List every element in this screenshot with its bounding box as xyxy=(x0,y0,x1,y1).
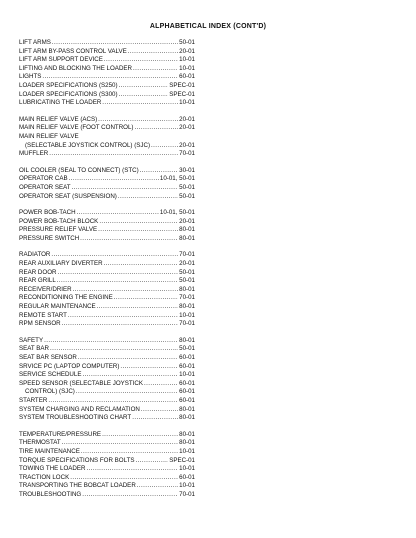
index-entry xyxy=(19,294,195,303)
index-entry-title: POWER BOB-TACH BLOCK xyxy=(19,217,99,225)
index-entry-title: OPERATOR SEAT xyxy=(19,183,71,191)
dot-leader xyxy=(81,448,178,457)
index-entry xyxy=(19,337,195,346)
index-entry-title: TIRE MAINTENANCE xyxy=(19,447,80,455)
index-entry-page: 10-01 xyxy=(179,311,195,319)
index-entry-title: CONTROL) (SJC) xyxy=(25,388,75,396)
dot-leader xyxy=(48,397,178,406)
index-entry-page: 70-01 xyxy=(179,150,195,158)
dot-leader xyxy=(140,167,179,176)
index-entry-title: RPM SENSOR xyxy=(19,320,61,328)
index-entry-title: REGULAR MAINTENANCE xyxy=(19,303,96,311)
index-entry-title: SPEED SENSOR (SELECTABLE JOYSTICK xyxy=(19,379,144,387)
dot-leader xyxy=(78,354,178,363)
index-entry xyxy=(19,218,195,227)
index-entry-title: OPERATOR SEAT (SUSPENSION) xyxy=(19,192,117,200)
dot-leader xyxy=(73,286,179,295)
dot-leader xyxy=(137,482,178,491)
index-entry-title: LOADER SPECIFICATIONS (S300) xyxy=(19,90,118,98)
index-entry xyxy=(19,167,195,176)
index-entry xyxy=(19,124,195,133)
index-entry xyxy=(19,184,195,193)
index-entry-title: POWER BOB-TACH xyxy=(19,209,76,217)
dot-leader xyxy=(114,294,178,303)
index-group xyxy=(19,337,195,423)
index-entry-title: LUBRICATING THE LOADER xyxy=(19,99,102,107)
dot-leader xyxy=(44,337,178,346)
index-entry-page: 80-01 xyxy=(179,336,195,344)
index-entry xyxy=(19,363,195,372)
index-entry-page: 80-01 xyxy=(179,303,195,311)
index-entry-title: SRVICE PC (LAPTOP COMPUTER) xyxy=(19,362,120,370)
index-entry-page: 50-01 xyxy=(179,39,195,46)
index-entry-page: 70-01 xyxy=(179,490,195,498)
index-entry xyxy=(19,371,195,380)
index-entry-title: OIL COOLER (SEAL TO CONNECT) (STC) xyxy=(19,166,139,174)
index-entry-page: 50-01 xyxy=(179,277,195,285)
index-entry-page: 80-01 xyxy=(179,439,195,447)
index-entry-page: 10-01 xyxy=(179,99,195,107)
index-entry-page: 10-01 xyxy=(179,371,195,379)
dot-leader xyxy=(102,431,178,440)
index-entry-title: TOWING THE LOADER xyxy=(19,465,86,473)
index-entry-title: SEAT BAR SENSOR xyxy=(19,354,77,361)
dot-leader xyxy=(128,48,178,57)
index-entry xyxy=(19,91,195,100)
dot-leader xyxy=(98,226,178,235)
dot-leader xyxy=(72,184,179,193)
index-entry-page: 20-01 xyxy=(179,217,195,225)
index-entry-title: PRESSURE RELIEF VALVE xyxy=(19,226,98,234)
index-entry-title: MAIN RELIEF VALVE xyxy=(19,132,79,140)
index-entry-page: 60-01 xyxy=(179,73,195,81)
index-entry-page: SPEC-01 xyxy=(169,81,195,89)
index-entry-page: 60-01 xyxy=(179,473,195,481)
dot-leader xyxy=(141,406,178,415)
index-entry-page: 20-01 xyxy=(179,260,195,268)
dot-leader xyxy=(86,465,178,474)
index-entry-page: SPEC-01 xyxy=(169,90,195,98)
dot-leader xyxy=(104,56,178,65)
index-entry-page: 10-01 xyxy=(179,447,195,455)
index-entry-title: LIFT ARMS xyxy=(19,39,51,46)
index-group xyxy=(19,209,195,243)
index-entry-page: 80-01 xyxy=(179,430,195,438)
dot-leader xyxy=(120,363,178,372)
index-entry-page: 10-01 xyxy=(179,56,195,64)
index-entry xyxy=(19,193,195,202)
index-entry-page: 70-01 xyxy=(179,294,195,302)
index-entry xyxy=(19,397,195,406)
dot-leader xyxy=(132,414,178,423)
index-entry xyxy=(19,303,195,312)
index-entry-title: PRESSURE SWITCH xyxy=(19,234,80,242)
index-entry xyxy=(19,286,195,295)
page-title: ALPHABETICAL INDEX (CONT'D) xyxy=(149,23,267,30)
dot-leader xyxy=(76,388,178,397)
index-entry-page: 60-01 xyxy=(179,362,195,370)
index-entry-page: 20-01 xyxy=(179,47,195,55)
dot-leader xyxy=(104,260,179,269)
dot-leader xyxy=(118,193,178,202)
index-entry xyxy=(19,150,195,159)
index-entry-title: LIFT ARM BY-PASS CONTROL VALVE xyxy=(19,47,127,55)
index-entry-title: SAFETY xyxy=(19,336,44,344)
index-group xyxy=(19,39,195,108)
index-entry-page: 10-01, 50-01 xyxy=(159,175,195,183)
dot-leader xyxy=(77,209,159,218)
index-entry-page: 80-01 xyxy=(179,234,195,242)
dot-leader xyxy=(62,439,178,448)
index-entry xyxy=(19,482,195,491)
index-entry xyxy=(19,235,195,244)
index-group xyxy=(19,251,195,328)
index-entry xyxy=(19,65,195,74)
index-entry-page: 20-01 xyxy=(179,115,195,123)
index-entry xyxy=(19,465,195,474)
index-entry-page: 80-01 xyxy=(179,226,195,234)
index-entry-page: 70-01 xyxy=(179,251,195,259)
index-entry xyxy=(19,56,195,65)
index-entry-page: 60-01 xyxy=(179,354,195,361)
index-entry-title: (SELECTABLE JOYSTICK CONTROL) (SJC) xyxy=(25,141,151,149)
index-entry-page: 80-01 xyxy=(179,405,195,413)
index-group xyxy=(19,431,195,500)
dot-leader xyxy=(68,312,178,321)
index-entry-title: MAIN RELIEF VALVE (FOOT CONTROL) xyxy=(19,124,134,132)
dot-leader xyxy=(99,218,178,227)
index-entry-page: 80-01 xyxy=(179,414,195,422)
index-entry xyxy=(19,388,195,397)
index-entry xyxy=(19,73,195,82)
index-entry-page: 50-01 xyxy=(179,345,195,353)
alphabetical-index xyxy=(19,39,195,508)
index-entry-title: REAR GRILL xyxy=(19,277,56,285)
dot-leader xyxy=(51,251,178,260)
index-entry-page: 60-01 xyxy=(179,388,195,396)
index-entry xyxy=(19,457,195,466)
dot-leader xyxy=(133,65,178,74)
index-entry-title: TROUBLESHOOTING xyxy=(19,490,82,498)
index-entry xyxy=(19,116,195,125)
index-entry xyxy=(19,82,195,91)
dot-leader xyxy=(119,91,169,100)
index-entry xyxy=(19,431,195,440)
index-entry-page: 10-01, 50-01 xyxy=(159,209,195,217)
index-entry xyxy=(19,133,195,142)
dot-leader xyxy=(69,175,159,184)
index-entry-title: THERMOSTAT xyxy=(19,439,61,447)
dot-leader xyxy=(97,303,179,312)
index-entry-page: 60-01 xyxy=(179,396,195,404)
index-entry xyxy=(19,269,195,278)
index-entry-page: 60-01 xyxy=(179,379,195,387)
index-entry-page: 30-01 xyxy=(179,166,195,174)
index-entry-title: TEMPERATURE/PRESSURE xyxy=(19,430,102,438)
index-entry-page: 10-01 xyxy=(179,64,195,72)
index-entry-page: 50-01 xyxy=(179,183,195,191)
index-entry-title: RECONDITIONING THE ENGINE xyxy=(19,294,113,302)
index-entry-title: LIGHTS xyxy=(19,73,42,81)
index-entry-title: SEAT BAR xyxy=(19,345,50,353)
index-entry-title: TORQUE SPECIFICATIONS FOR BOLTS xyxy=(19,456,135,464)
dot-leader xyxy=(98,116,178,125)
index-entry xyxy=(19,354,195,363)
dot-leader xyxy=(57,269,178,278)
dot-leader xyxy=(82,491,178,500)
index-entry-page: 20-01 xyxy=(179,141,195,149)
index-entry xyxy=(19,175,195,184)
index-entry-title: LIFT ARM SUPPORT DEVICE xyxy=(19,56,103,64)
index-entry-title: RADIATOR xyxy=(19,251,51,259)
dot-leader xyxy=(136,457,169,466)
dot-leader xyxy=(80,235,178,244)
index-entry-title: LOADER SPECIFICATIONS (S250) xyxy=(19,81,118,89)
index-entry xyxy=(19,142,195,151)
index-entry-title: SYSTEM TROUBLESHOOTING CHART xyxy=(19,414,132,422)
index-entry-title: MAIN RELIEF VALVE (ACS) xyxy=(19,115,98,123)
index-entry-title: MUFFLER xyxy=(19,150,49,158)
dot-leader xyxy=(134,124,178,133)
dot-leader xyxy=(62,320,179,329)
index-entry-title: SERVICE SCHEDULE xyxy=(19,371,82,379)
index-entry xyxy=(19,48,195,57)
dot-leader xyxy=(70,474,178,483)
dot-leader xyxy=(102,99,178,108)
dot-leader xyxy=(151,142,178,151)
index-entry-title: OPERATOR CAB xyxy=(19,175,68,183)
index-entry-page: 70-01 xyxy=(179,320,195,328)
index-group xyxy=(19,116,195,159)
dot-leader xyxy=(144,380,178,389)
index-entry xyxy=(19,439,195,448)
dot-leader xyxy=(50,345,178,354)
index-entry xyxy=(19,345,195,354)
index-entry xyxy=(19,491,195,500)
index-entry xyxy=(19,99,195,108)
index-entry-title: RECEIVER/DRIER xyxy=(19,285,72,293)
index-entry-page: 50-01 xyxy=(179,268,195,276)
index-entry xyxy=(19,226,195,235)
index-entry xyxy=(19,260,195,269)
dot-leader xyxy=(82,371,178,380)
index-entry-page: SPEC-01 xyxy=(169,456,195,464)
index-group xyxy=(19,167,195,201)
index-entry-page: 10-01 xyxy=(179,465,195,473)
dot-leader xyxy=(49,150,178,159)
index-entry-title: LIFTING AND BLOCKING THE LOADER xyxy=(19,64,133,72)
index-entry-page: 20-01 xyxy=(179,124,195,132)
dot-leader xyxy=(119,82,169,91)
index-entry xyxy=(19,448,195,457)
index-entry-page: 10-01 xyxy=(179,482,195,490)
index-entry xyxy=(19,380,195,389)
index-entry xyxy=(19,312,195,321)
index-entry xyxy=(19,39,195,48)
index-entry-page: 50-01 xyxy=(179,192,195,200)
index-entry xyxy=(19,320,195,329)
index-entry xyxy=(19,209,195,218)
index-entry-title: SYSTEM CHARGING AND RECLAMATION xyxy=(19,405,140,413)
index-entry xyxy=(19,474,195,483)
dot-leader xyxy=(57,277,178,286)
index-entry xyxy=(19,251,195,260)
index-entry xyxy=(19,277,195,286)
index-entry-title: REMOTE START xyxy=(19,311,67,319)
dot-leader xyxy=(52,39,178,48)
index-entry-title: REAR DOOR xyxy=(19,268,57,276)
index-entry-title: REAR AUXILIARY DIVERTER xyxy=(19,260,103,268)
index-entry-page: 80-01 xyxy=(179,285,195,293)
index-entry-title: TRANSPORTING THE BOBCAT LOADER xyxy=(19,482,136,490)
index-entry-title: TRACTION LOCK xyxy=(19,473,70,481)
index-entry xyxy=(19,406,195,415)
index-entry xyxy=(19,414,195,423)
dot-leader xyxy=(42,73,178,82)
index-entry-title: STARTER xyxy=(19,396,48,404)
